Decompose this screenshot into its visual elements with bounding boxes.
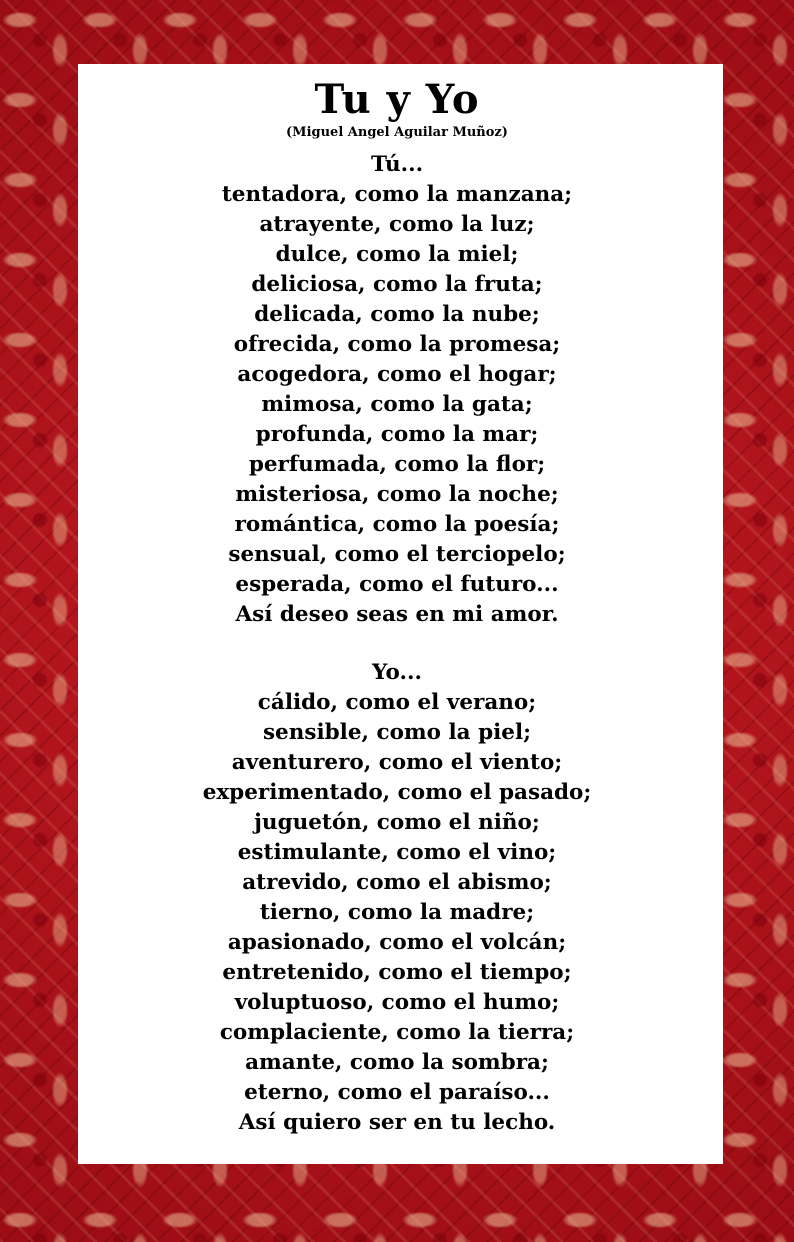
poem-line: tentadora, como la manzana; [221, 182, 573, 207]
poem-line: Yo... [372, 660, 422, 685]
poem-line: esperada, como el futuro... [235, 572, 559, 597]
poem-line: romántica, como la poesía; [234, 512, 560, 537]
poem-line: atrevido, como el abismo; [242, 870, 552, 895]
poem-line: sensible, como la piel; [262, 720, 532, 745]
poem-line: cálido, como el verano; [257, 690, 537, 715]
poem-line: estimulante, como el vino; [237, 840, 557, 865]
poem-line: experimentado, como el pasado; [202, 780, 592, 805]
poem-line: Tú... [370, 152, 424, 177]
poem-line: apasionado, como el volcán; [227, 930, 567, 955]
poem-line: complaciente, como la tierra; [219, 1020, 575, 1045]
poem-line: delicada, como la nube; [254, 302, 540, 327]
poem-line: profunda, como la mar; [255, 422, 539, 447]
poem-line: Así quiero ser en tu lecho. [238, 1110, 556, 1135]
poem-line: acogedora, como el hogar; [237, 362, 557, 387]
poem-line: tierno, como la madre; [259, 900, 535, 925]
poem-line: aventurero, como el viento; [231, 750, 563, 775]
poem-line: voluptuoso, como el humo; [234, 990, 560, 1015]
poem-line: sensual, como el terciopelo; [228, 542, 566, 567]
poem-line: misteriosa, como la noche; [235, 482, 559, 507]
poem-line: Así deseo seas en mi amor. [235, 602, 559, 627]
stanza-tu [0, 150, 794, 630]
poem-line: amante, como la sombra; [245, 1050, 549, 1075]
poem-title: Tu y Yo [314, 76, 480, 123]
poem-line: atrayente, como la luz; [259, 212, 535, 237]
poem-line: eterno, como el paraíso... [244, 1080, 550, 1105]
poem-line: deliciosa, como la fruta; [251, 272, 543, 297]
poem-line: mimosa, como la gata; [261, 392, 533, 417]
poem-line: ofrecida, como la promesa; [233, 332, 561, 357]
poem-line: juguetón, como el niño; [254, 810, 540, 835]
poem-line: perfumada, como la flor; [248, 452, 546, 477]
stanza-yo [0, 658, 794, 1138]
poem-author: (Miguel Angel Aguilar Muñoz) [286, 125, 508, 140]
poem-line: entretenido, como el tiempo; [222, 960, 572, 985]
poem-line: dulce, como la miel; [275, 242, 519, 267]
